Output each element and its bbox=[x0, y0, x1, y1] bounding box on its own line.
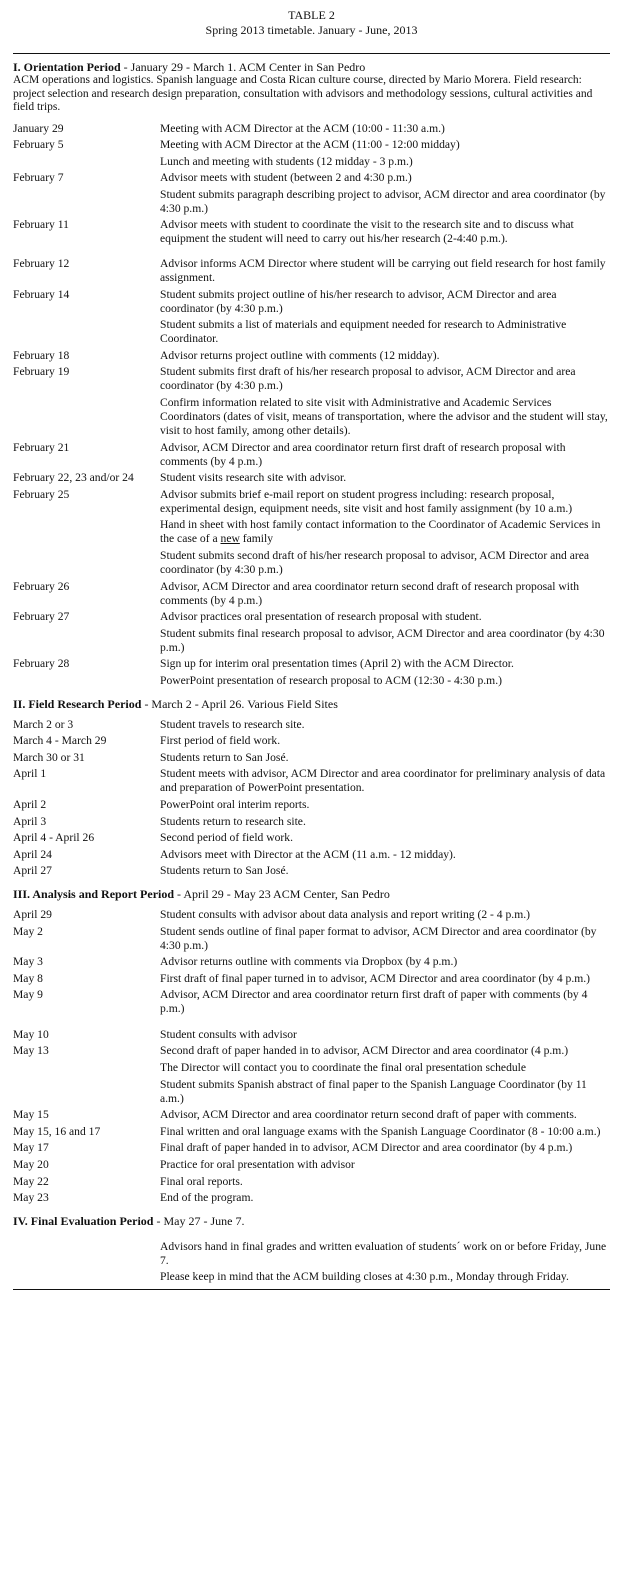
task-item: First period of field work. bbox=[160, 734, 281, 748]
section-heading-dates: - May 27 - June 7. bbox=[153, 1213, 245, 1228]
task-item: Student meets with advisor, ACM Director and area coordinator for preliminary analysis of data and preparation of PowerPoint presentation. bbox=[160, 767, 606, 795]
table-row bbox=[13, 1240, 610, 1287]
row-date: May 8 bbox=[13, 971, 43, 985]
task-item: Confirm information related to site visit with Administrative and Academic Services Coordinators (dates of visit, means of transportation, where the advisor and the student will stay, visit to host family, among other details). bbox=[160, 396, 608, 438]
task-item: Practice for oral presentation with advisor bbox=[160, 1158, 355, 1172]
table-row bbox=[13, 798, 610, 815]
row-tasks bbox=[160, 349, 610, 366]
row-spacer bbox=[13, 1019, 610, 1028]
row-date: May 3 bbox=[13, 955, 43, 969]
row-date: May 15, 16 and 17 bbox=[13, 1124, 101, 1138]
row-date: February 19 bbox=[13, 365, 70, 379]
row-tasks bbox=[160, 471, 610, 488]
row-tasks bbox=[160, 365, 610, 440]
table-row bbox=[13, 972, 610, 989]
task-item: Advisor, ACM Director and area coordinator return first draft of paper with comments (by 4 p.m.) bbox=[160, 988, 588, 1016]
table-row bbox=[13, 767, 610, 798]
section-3 bbox=[13, 887, 610, 1208]
row-tasks bbox=[160, 488, 610, 580]
table-row bbox=[13, 988, 610, 1019]
task-item: Student submits paragraph describing project to advisor, ACM director and area coordinator (by 4:30 p.m.) bbox=[160, 187, 606, 215]
row-tasks bbox=[160, 1158, 610, 1175]
table-row bbox=[13, 1191, 610, 1208]
row-date: February 27 bbox=[13, 610, 70, 624]
row-date: February 7 bbox=[13, 171, 64, 185]
row-tasks bbox=[160, 972, 610, 989]
timetable-body bbox=[13, 60, 610, 1287]
task-item: Students return to research site. bbox=[160, 814, 306, 828]
section-rows bbox=[13, 122, 610, 691]
row-date: May 20 bbox=[13, 1158, 49, 1172]
table-row bbox=[13, 751, 610, 768]
section-heading bbox=[13, 1214, 610, 1228]
section-heading-label: II. Field Research Period bbox=[13, 696, 142, 711]
row-spacer bbox=[13, 249, 610, 257]
table-row bbox=[13, 257, 610, 288]
table-row bbox=[13, 171, 610, 218]
row-date: April 3 bbox=[13, 814, 47, 828]
table-row bbox=[13, 365, 610, 440]
row-date: May 15 bbox=[13, 1108, 49, 1122]
section-1 bbox=[13, 60, 610, 691]
table-row bbox=[13, 848, 610, 865]
row-tasks bbox=[160, 831, 610, 848]
row-tasks bbox=[160, 925, 610, 956]
task-item: Advisor meets with student to coordinate the visit to the research site and to discuss what equipment the student will need to carry out his/her research (2-4:40 p.m.). bbox=[160, 218, 574, 246]
row-tasks bbox=[160, 171, 610, 218]
table-row bbox=[13, 471, 610, 488]
section-4 bbox=[13, 1214, 610, 1287]
table-row bbox=[13, 1175, 610, 1192]
table-row bbox=[13, 1158, 610, 1175]
row-date: May 10 bbox=[13, 1027, 49, 1041]
table-row bbox=[13, 610, 610, 657]
top-rule bbox=[13, 53, 610, 54]
row-tasks bbox=[160, 1028, 610, 1045]
section-heading-label: I. Orientation Period bbox=[13, 60, 121, 74]
row-tasks bbox=[160, 815, 610, 832]
row-tasks bbox=[160, 1240, 610, 1287]
task-item: Please keep in mind that the ACM building closes at 4:30 p.m., Monday through Friday. bbox=[160, 1270, 569, 1284]
task-item: Second period of field work. bbox=[160, 831, 293, 845]
table-row bbox=[13, 815, 610, 832]
row-date: February 21 bbox=[13, 440, 70, 454]
task-item: Advisor informs ACM Director where student will be carrying out field research for host family assignment. bbox=[160, 257, 606, 285]
task-item: Advisors hand in final grades and written evaluation of students´ work on or before Friday, June 7. bbox=[160, 1239, 607, 1267]
row-date: May 22 bbox=[13, 1174, 49, 1188]
table-row bbox=[13, 718, 610, 735]
row-date: April 4 - April 26 bbox=[13, 831, 95, 845]
table-row bbox=[13, 864, 610, 881]
underlined-word: new bbox=[220, 532, 240, 546]
section-heading-dates: - March 2 - April 26. Various Field Sites bbox=[141, 696, 338, 711]
table-row bbox=[13, 1125, 610, 1142]
row-tasks bbox=[160, 610, 610, 657]
row-tasks bbox=[160, 1191, 610, 1208]
task-item: Advisor, ACM Director and area coordinator return second draft of research proposal with comments (by 4 p.m.) bbox=[160, 579, 580, 607]
task-item: Meeting with ACM Director at the ACM (10:00 - 11:30 a.m.) bbox=[160, 121, 445, 135]
row-date: April 24 bbox=[13, 847, 52, 861]
row-tasks bbox=[160, 1108, 610, 1125]
task-item: Student sends outline of final paper format to advisor, ACM Director and area coordinator (by 4:30 p.m.) bbox=[160, 924, 597, 952]
row-tasks bbox=[160, 988, 610, 1019]
task-item: Students return to San José. bbox=[160, 864, 289, 878]
row-tasks bbox=[160, 441, 610, 472]
table-row bbox=[13, 657, 610, 690]
table-row bbox=[13, 122, 610, 139]
task-item: Advisor returns project outline with comments (12 midday). bbox=[160, 348, 440, 362]
table-row bbox=[13, 488, 610, 580]
section-rows bbox=[13, 1240, 610, 1287]
row-tasks bbox=[160, 767, 610, 798]
table-title: TABLE 2 bbox=[288, 8, 335, 22]
task-item: Second draft of paper handed in to advisor, ACM Director and area coordinator (4 p.m.) bbox=[160, 1044, 569, 1058]
row-date: May 13 bbox=[13, 1044, 49, 1058]
task-item: Lunch and meeting with students (12 midday - 3 p.m.) bbox=[160, 154, 413, 168]
row-tasks bbox=[160, 798, 610, 815]
task-item: PowerPoint oral interim reports. bbox=[160, 797, 310, 811]
task-item: Advisor practices oral presentation of research proposal with student. bbox=[160, 610, 482, 624]
bottom-rule bbox=[13, 1289, 610, 1290]
row-date: April 29 bbox=[13, 907, 52, 921]
row-tasks bbox=[160, 955, 610, 972]
task-item: End of the program. bbox=[160, 1191, 254, 1205]
section-description: ACM operations and logistics. Spanish language and Costa Rican culture course, directed by Mario Morera. Field research: project selection and research design preparation, consultation with advisors and methodology sessions, cultural activities and field trips. bbox=[13, 74, 593, 113]
task-item: Hand in sheet with host family contact information to the Coordinator of Academic Services in the case of a new family bbox=[160, 518, 601, 546]
row-date: February 12 bbox=[13, 257, 70, 271]
row-tasks bbox=[160, 1044, 610, 1108]
row-tasks bbox=[160, 908, 610, 925]
table-row bbox=[13, 1028, 610, 1045]
table-row bbox=[13, 1108, 610, 1125]
section-heading-dates: - April 29 - May 23 ACM Center, San Pedro bbox=[174, 886, 390, 901]
row-date: May 23 bbox=[13, 1191, 49, 1205]
row-date: May 17 bbox=[13, 1141, 49, 1155]
section-heading-label: IV. Final Evaluation Period bbox=[13, 1213, 154, 1228]
task-item: Final oral reports. bbox=[160, 1174, 243, 1188]
table-row bbox=[13, 925, 610, 956]
row-tasks bbox=[160, 1175, 610, 1192]
section-heading bbox=[13, 697, 610, 711]
row-tasks bbox=[160, 751, 610, 768]
row-tasks bbox=[160, 288, 610, 349]
row-date: March 2 or 3 bbox=[13, 717, 74, 731]
table-row bbox=[13, 1044, 610, 1108]
task-item: First draft of final paper turned in to advisor, ACM Director and area coordinator (by 4 p.m.) bbox=[160, 971, 590, 985]
row-tasks bbox=[160, 657, 610, 690]
task-item: The Director will contact you to coordinate the final oral presentation schedule bbox=[160, 1061, 527, 1075]
task-item: Meeting with ACM Director at the ACM (11:00 - 12:00 midday) bbox=[160, 138, 460, 152]
row-tasks bbox=[160, 734, 610, 751]
table-row bbox=[13, 580, 610, 611]
task-item: Advisor returns outline with comments via Dropbox (by 4 p.m.) bbox=[160, 955, 458, 969]
section-heading bbox=[13, 887, 610, 901]
row-date: February 25 bbox=[13, 487, 70, 501]
task-item: Advisor, ACM Director and area coordinator return first draft of research proposal with comments (by 4 p.m.) bbox=[160, 440, 566, 468]
task-item: Student visits research site with advisor. bbox=[160, 471, 347, 485]
row-date: February 28 bbox=[13, 657, 70, 671]
table-subtitle: Spring 2013 timetable. January - June, 2013 bbox=[205, 23, 418, 37]
table-row bbox=[13, 831, 610, 848]
row-tasks bbox=[160, 122, 610, 139]
table-row bbox=[13, 734, 610, 751]
table-row bbox=[13, 218, 610, 249]
section-heading bbox=[13, 60, 610, 74]
task-item: Student submits a list of materials and equipment needed for research to Administrative Coordinator. bbox=[160, 318, 567, 346]
section-heading-dates: - January 29 - March 1. ACM Center in San Pedro bbox=[120, 60, 366, 74]
row-tasks bbox=[160, 848, 610, 865]
task-item: Advisor meets with student (between 2 and 4:30 p.m.) bbox=[160, 171, 412, 185]
row-tasks bbox=[160, 864, 610, 881]
table-row bbox=[13, 1141, 610, 1158]
row-date: April 1 bbox=[13, 767, 47, 781]
task-item: Advisors meet with Director at the ACM (11 a.m. - 12 midday). bbox=[160, 847, 456, 861]
row-date: March 4 - March 29 bbox=[13, 734, 107, 748]
task-item: Students return to San José. bbox=[160, 750, 289, 764]
table-row bbox=[13, 288, 610, 349]
section-heading-label: III. Analysis and Report Period bbox=[13, 886, 175, 901]
task-item: Student consults with advisor bbox=[160, 1027, 297, 1041]
task-item: Advisor, ACM Director and area coordinator return second draft of paper with comments. bbox=[160, 1108, 577, 1122]
task-item: Sign up for interim oral presentation times (April 2) with the ACM Director. bbox=[160, 657, 514, 671]
task-item: Student submits final research proposal to advisor, ACM Director and area coordinator (by 4:30 p.m.) bbox=[160, 626, 605, 654]
row-date: April 2 bbox=[13, 797, 47, 811]
row-tasks bbox=[160, 257, 610, 288]
table-row bbox=[13, 138, 610, 171]
row-date: February 5 bbox=[13, 138, 64, 152]
row-tasks bbox=[160, 138, 610, 171]
row-tasks bbox=[160, 218, 610, 249]
row-date: May 2 bbox=[13, 924, 43, 938]
table-row bbox=[13, 908, 610, 925]
row-date: May 9 bbox=[13, 988, 43, 1002]
row-date bbox=[13, 1240, 160, 1287]
task-item: PowerPoint presentation of research proposal to ACM (12:30 - 4:30 p.m.) bbox=[160, 673, 502, 687]
row-date: February 14 bbox=[13, 287, 70, 301]
section-2 bbox=[13, 697, 610, 881]
row-date: February 26 bbox=[13, 579, 70, 593]
task-item: Student submits first draft of his/her research proposal to advisor, ACM Director and area coordinator (by 4:30 p.m.) bbox=[160, 365, 576, 393]
task-item: Advisor submits brief e-mail report on student progress including: research proposal, experimental design, equipment needs, site visit and host family assignment (by 10 a.m.) bbox=[160, 487, 573, 515]
row-date: February 18 bbox=[13, 348, 70, 362]
section-rows bbox=[13, 718, 610, 881]
task-item: Student travels to research site. bbox=[160, 717, 305, 731]
row-tasks bbox=[160, 580, 610, 611]
row-tasks bbox=[160, 1141, 610, 1158]
row-tasks bbox=[160, 718, 610, 735]
task-item: Student submits second draft of his/her research proposal to advisor, ACM Director and area coordinator (by 4:30 p.m.) bbox=[160, 549, 590, 576]
row-date: January 29 bbox=[13, 121, 64, 135]
task-item: Final draft of paper handed in to advisor, ACM Director and area coordinator (by 4 p.m.) bbox=[160, 1141, 573, 1155]
task-item: Student submits Spanish abstract of final paper to the Spanish Language Coordinator (by 11 a.m.) bbox=[160, 1077, 587, 1105]
row-date: March 30 or 31 bbox=[13, 750, 85, 764]
row-date: April 27 bbox=[13, 864, 52, 878]
task-item: Student consults with advisor about data analysis and report writing (2 - 4 p.m.) bbox=[160, 907, 530, 921]
table-row bbox=[13, 955, 610, 972]
section-rows bbox=[13, 908, 610, 1208]
task-item: Final written and oral language exams with the Spanish Language Coordinator (8 - 10:00 a.m.) bbox=[160, 1124, 601, 1138]
row-date: February 22, 23 and/or 24 bbox=[13, 471, 134, 485]
row-date: February 11 bbox=[13, 218, 69, 232]
row-tasks bbox=[160, 1125, 610, 1142]
table-row bbox=[13, 441, 610, 472]
task-item: Student submits project outline of his/her research to advisor, ACM Director and area coordinator (by 4:30 p.m.) bbox=[160, 287, 557, 315]
table-row bbox=[13, 349, 610, 366]
